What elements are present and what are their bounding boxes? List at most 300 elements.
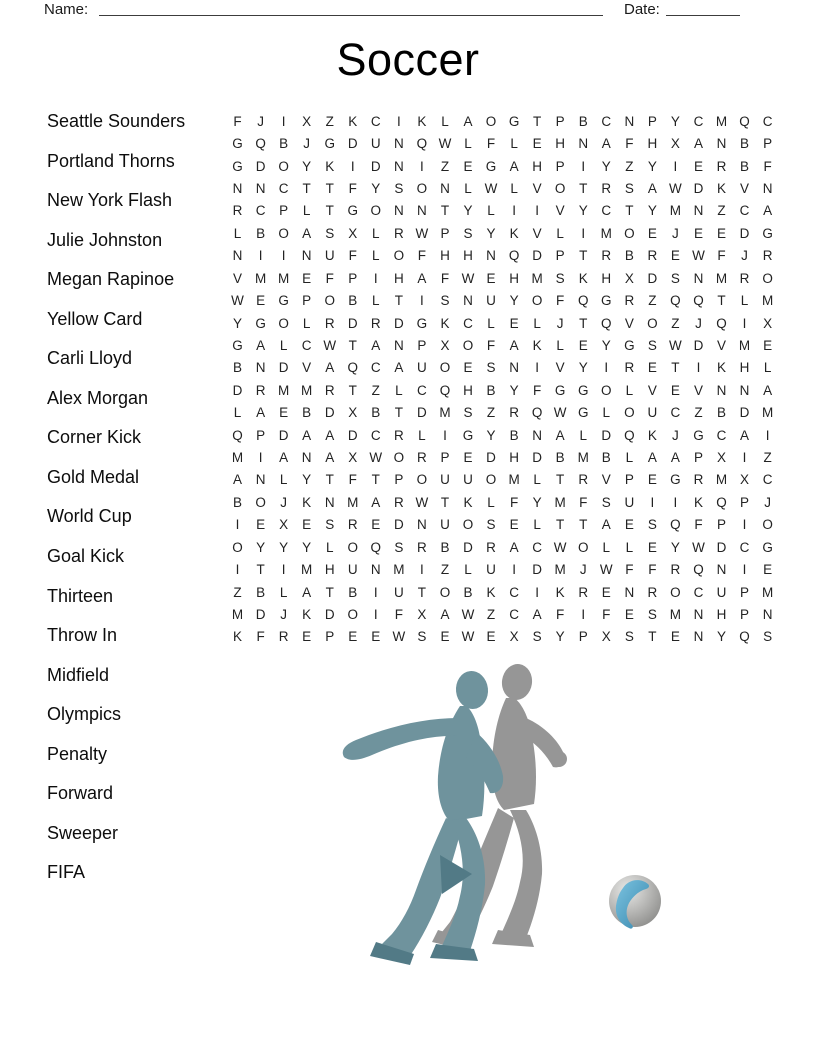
word-list-item: FIFA	[47, 862, 86, 883]
grid-letter: Y	[463, 203, 473, 219]
grid-letter: D	[393, 315, 404, 331]
grid-letter: M	[715, 472, 728, 488]
grid-letter: I	[742, 517, 747, 533]
grid-letter: H	[509, 270, 519, 286]
grid-letter: J	[303, 136, 311, 152]
grid-letter: W	[484, 180, 498, 196]
grid-letter: W	[392, 629, 406, 645]
grid-letter: E	[302, 517, 312, 533]
grid-letter: N	[532, 427, 542, 443]
grid-letter: F	[486, 136, 496, 152]
grid-letter: R	[393, 225, 404, 241]
grid-letter: G	[670, 472, 681, 488]
grid-letter: O	[670, 584, 681, 600]
grid-letter: Y	[578, 360, 588, 376]
grid-letter: P	[624, 472, 634, 488]
grid-letter: S	[463, 225, 473, 241]
word-list-item: Yellow Card	[47, 308, 143, 329]
grid-letter: E	[371, 517, 381, 533]
grid-letter: R	[417, 450, 427, 466]
grid-letter: O	[416, 472, 428, 488]
grid-letter: C	[716, 427, 727, 443]
grid-letter: H	[463, 382, 473, 398]
grid-letter: Y	[302, 472, 312, 488]
grid-letter: O	[278, 315, 289, 331]
grid-letter: Z	[486, 405, 496, 421]
grid-letter: Y	[670, 113, 680, 129]
grid-letter: I	[535, 203, 540, 219]
grid-letter: F	[625, 136, 634, 152]
grid-letter: V	[740, 180, 750, 196]
grid-letter: M	[669, 606, 682, 622]
grid-letter: W	[553, 405, 567, 421]
grid-letter: I	[535, 360, 540, 376]
grid-letter: C	[370, 427, 381, 443]
grid-letter: N	[232, 248, 243, 264]
grid-letter: W	[461, 629, 475, 645]
grid-letter: Q	[601, 315, 612, 331]
grid-letter: X	[417, 606, 427, 622]
grid-letter: H	[532, 158, 542, 174]
grid-letter: M	[761, 405, 774, 421]
grid-letter: L	[372, 248, 380, 264]
grid-letter: Y	[302, 539, 312, 555]
grid-letter: E	[670, 248, 680, 264]
grid-letter: R	[255, 382, 266, 398]
grid-letter: C	[509, 584, 519, 600]
grid-letter: M	[439, 405, 451, 421]
grid-letter: K	[302, 494, 312, 510]
grid-letter: W	[438, 136, 452, 152]
grid-letter: I	[420, 158, 424, 174]
grid-letter: B	[509, 427, 519, 443]
grid-letter: O	[531, 293, 543, 309]
grid-letter: Y	[601, 158, 611, 174]
grid-letter: M	[554, 562, 566, 578]
grid-letter: D	[393, 517, 404, 533]
grid-letter: B	[717, 405, 727, 421]
grid-letter: D	[324, 606, 335, 622]
name-label: Name:	[44, 1, 89, 18]
grid-letter: T	[579, 517, 588, 533]
grid-letter: P	[555, 113, 565, 129]
grid-letter: I	[581, 158, 586, 174]
grid-letter: V	[233, 270, 243, 286]
grid-letter: I	[373, 270, 378, 286]
grid-letter: E	[463, 158, 473, 174]
grid-letter: P	[763, 136, 773, 152]
letter-grid	[226, 110, 779, 648]
word-list-item: Goal Kick	[47, 546, 125, 567]
grid-letter: A	[325, 450, 335, 466]
grid-letter: S	[647, 337, 657, 353]
grid-letter: Y	[647, 158, 657, 174]
grid-letter: I	[420, 562, 424, 578]
grid-letter: Q	[693, 562, 704, 578]
grid-letter: G	[255, 315, 266, 331]
grid-letter: G	[693, 427, 704, 443]
grid-letter: O	[601, 382, 612, 398]
grid-letter: M	[231, 450, 244, 466]
grid-letter: N	[762, 180, 773, 196]
grid-letter: W	[231, 293, 244, 309]
grid-letter: I	[373, 606, 378, 622]
grid-letter: C	[601, 113, 612, 129]
grid-letter: Y	[302, 158, 312, 174]
grid-letter: W	[599, 562, 613, 578]
grid-letter: S	[555, 270, 565, 286]
grid-letter: P	[417, 337, 427, 353]
grid-letter: E	[601, 584, 611, 600]
grid-letter: Y	[647, 203, 657, 219]
grid-letter: D	[347, 315, 358, 331]
grid-letter: J	[556, 315, 564, 331]
grid-letter: A	[763, 382, 773, 398]
grid-letter: L	[533, 472, 541, 488]
grid-letter: P	[740, 494, 750, 510]
grid-letter: L	[372, 293, 380, 309]
grid-letter: D	[532, 248, 542, 264]
grid-letter: T	[417, 584, 427, 600]
grid-letter: I	[258, 248, 263, 264]
grid-letter: L	[533, 517, 541, 533]
grid-letter: M	[277, 382, 290, 398]
grid-letter: F	[763, 158, 772, 174]
grid-letter: P	[740, 606, 750, 622]
grid-letter: R	[486, 539, 496, 555]
grid-letter: R	[278, 629, 289, 645]
grid-letter: A	[233, 472, 243, 488]
grid-letter: P	[440, 225, 450, 241]
grid-letter: B	[371, 405, 381, 421]
grid-letter: D	[417, 405, 427, 421]
grid-letter: U	[324, 248, 335, 264]
grid-letter: B	[233, 360, 243, 376]
grid-letter: X	[440, 337, 450, 353]
word-list-item: Megan Rapinoe	[47, 269, 175, 290]
date-fill-in-line[interactable]	[666, 0, 740, 16]
grid-letter: G	[232, 136, 243, 152]
grid-letter: P	[555, 158, 565, 174]
word-list-item: Carli Lloyd	[47, 348, 133, 369]
grid-letter: K	[486, 584, 496, 600]
grid-letter: S	[463, 405, 473, 421]
grid-letter: B	[348, 293, 358, 309]
grid-letter: W	[669, 180, 682, 196]
grid-letter: X	[740, 472, 750, 488]
grid-letter: E	[532, 136, 542, 152]
grid-letter: T	[440, 203, 450, 219]
name-fill-in-line[interactable]	[99, 0, 603, 16]
grid-letter: H	[555, 136, 566, 152]
grid-letter: X	[763, 315, 773, 331]
grid-letter: N	[693, 270, 704, 286]
grid-letter: V	[302, 360, 312, 376]
grid-letter: X	[670, 136, 680, 152]
grid-letter: A	[693, 136, 703, 152]
grid-letter: O	[439, 584, 451, 600]
grid-letter: E	[624, 606, 634, 622]
grid-letter: I	[281, 113, 286, 129]
grid-letter: L	[533, 315, 541, 331]
grid-letter: N	[232, 180, 243, 196]
grid-letter: D	[693, 180, 704, 196]
grid-letter: O	[485, 472, 497, 488]
grid-letter: L	[625, 382, 634, 398]
grid-letter: T	[717, 293, 726, 309]
grid-letter: L	[441, 113, 449, 129]
grid-letter: C	[301, 337, 312, 353]
grid-letter: J	[741, 248, 748, 264]
grid-letter: O	[278, 225, 289, 241]
grid-letter: U	[486, 562, 496, 578]
grid-letter: U	[440, 472, 450, 488]
grid-letter: C	[739, 203, 750, 219]
grid-letter: M	[347, 494, 359, 510]
grid-letter: N	[509, 360, 519, 376]
grid-letter: E	[486, 629, 496, 645]
grid-letter: X	[624, 270, 634, 286]
grid-letter: L	[625, 450, 634, 466]
word-list-item: Gold Medal	[47, 466, 140, 487]
grid-letter: L	[487, 494, 495, 510]
grid-letter: A	[325, 427, 335, 443]
grid-letter: A	[279, 450, 289, 466]
grid-letter: L	[418, 427, 426, 443]
grid-letter: O	[624, 405, 635, 421]
grid-letter: N	[393, 203, 404, 219]
grid-letter: M	[301, 562, 313, 578]
grid-letter: Y	[532, 494, 542, 510]
grid-letter: F	[348, 180, 357, 196]
grid-letter: R	[762, 248, 773, 264]
grid-letter: L	[233, 225, 242, 241]
grid-letter: A	[302, 427, 312, 443]
grid-letter: U	[463, 472, 473, 488]
grid-letter: U	[393, 584, 404, 600]
grid-letter: S	[624, 180, 634, 196]
grid-letter: N	[693, 203, 704, 219]
grid-letter: C	[762, 472, 773, 488]
grid-letter: L	[625, 539, 634, 555]
grid-letter: F	[717, 248, 726, 264]
grid-letter: O	[554, 180, 566, 196]
grid-letter: G	[416, 315, 428, 331]
grid-letter: G	[624, 337, 635, 353]
grid-letter: F	[556, 293, 565, 309]
grid-letter: Q	[255, 136, 266, 152]
grid-letter: P	[555, 248, 565, 264]
grid-letter: E	[763, 562, 773, 578]
word-list-item: Corner Kick	[47, 427, 142, 448]
grid-letter: A	[371, 494, 381, 510]
grid-letter: K	[463, 494, 473, 510]
grid-letter: I	[581, 225, 586, 241]
grid-letter: J	[280, 494, 287, 510]
grid-letter: E	[256, 517, 266, 533]
grid-letter: K	[440, 315, 450, 331]
grid-letter: C	[693, 113, 704, 129]
grid-letter: Y	[578, 203, 588, 219]
grid-letter: Z	[440, 158, 450, 174]
grid-letter: A	[509, 158, 519, 174]
grid-letter: Q	[739, 629, 750, 645]
grid-letter: Q	[716, 315, 727, 331]
grid-letter: T	[394, 405, 403, 421]
grid-letter: R	[393, 494, 404, 510]
grid-letter: P	[440, 450, 450, 466]
grid-letter: M	[761, 584, 774, 600]
word-list-item: Julie Johnston	[47, 229, 163, 250]
grid-letter: Z	[648, 293, 657, 309]
grid-letter: I	[673, 158, 678, 174]
grid-letter: W	[553, 539, 567, 555]
grid-letter: Q	[347, 360, 359, 376]
grid-letter: D	[739, 225, 750, 241]
word-list	[47, 102, 185, 893]
grid-letter: J	[695, 315, 702, 331]
grid-letter: L	[487, 203, 495, 219]
soccer-players-illustration	[330, 660, 680, 970]
grid-letter: M	[761, 293, 774, 309]
grid-letter: Q	[370, 539, 382, 555]
grid-letter: L	[556, 225, 564, 241]
grid-letter: N	[417, 517, 427, 533]
grid-letter: B	[624, 248, 634, 264]
grid-letter: C	[601, 203, 612, 219]
grid-letter: Z	[671, 315, 680, 331]
grid-letter: O	[393, 248, 405, 264]
grid-letter: W	[461, 606, 475, 622]
grid-letter: C	[509, 606, 519, 622]
grid-letter: K	[348, 113, 358, 129]
grid-letter: V	[532, 180, 542, 196]
grid-letter: Y	[233, 315, 243, 331]
grid-letter: R	[417, 539, 427, 555]
grid-letter: D	[647, 270, 658, 286]
grid-letter: B	[601, 450, 611, 466]
word-list-item: Thirteen	[47, 585, 114, 606]
grid-letter: Q	[577, 293, 589, 309]
grid-letter: A	[509, 539, 519, 555]
grid-letter: A	[463, 113, 473, 129]
word-list-item: Seattle Sounders	[47, 111, 186, 131]
grid-letter: E	[440, 629, 450, 645]
grid-letter: H	[509, 450, 519, 466]
grid-letter: U	[347, 562, 358, 578]
grid-letter: Q	[439, 382, 451, 398]
grid-letter: A	[647, 450, 657, 466]
grid-letter: I	[512, 203, 516, 219]
grid-letter: L	[233, 405, 242, 421]
grid-letter: A	[440, 606, 450, 622]
grid-letter: T	[302, 180, 311, 196]
grid-letter: F	[625, 562, 634, 578]
grid-letter: G	[762, 225, 773, 241]
grid-letter: O	[624, 225, 635, 241]
grid-letter: E	[647, 539, 657, 555]
grid-letter: L	[279, 584, 288, 600]
grid-letter: K	[717, 360, 727, 376]
grid-letter: D	[278, 360, 289, 376]
grid-letter: O	[347, 606, 359, 622]
grid-letter: A	[417, 270, 427, 286]
grid-letter: C	[255, 203, 266, 219]
grid-letter: K	[578, 270, 588, 286]
grid-letter: I	[673, 494, 678, 510]
grid-letter: O	[278, 158, 289, 174]
grid-letter: I	[396, 113, 401, 129]
grid-letter: I	[742, 450, 747, 466]
grid-letter: Z	[625, 158, 634, 174]
grid-letter: S	[647, 517, 657, 533]
grid-letter: F	[417, 248, 427, 264]
grid-letter: T	[348, 382, 357, 398]
grid-letter: A	[509, 337, 519, 353]
grid-letter: X	[348, 225, 358, 241]
grid-letter: H	[393, 270, 404, 286]
grid-letter: A	[555, 427, 565, 443]
grid-letter: M	[254, 270, 267, 286]
grid-letter: F	[256, 629, 265, 645]
grid-letter: F	[233, 113, 242, 129]
grid-letter: Q	[670, 517, 681, 533]
grid-letter: I	[512, 562, 516, 578]
grid-letter: S	[394, 180, 404, 196]
grid-letter: T	[648, 629, 657, 645]
grid-letter: A	[302, 225, 312, 241]
grid-letter: W	[669, 337, 682, 353]
grid-letter: O	[762, 270, 773, 286]
grid-letter: D	[739, 405, 750, 421]
grid-letter: N	[716, 382, 727, 398]
grid-letter: Q	[739, 113, 750, 129]
grid-letter: C	[417, 382, 427, 398]
grid-letter: B	[279, 136, 289, 152]
grid-letter: S	[325, 225, 335, 241]
grid-letter: S	[394, 539, 404, 555]
grid-letter: B	[740, 158, 750, 174]
grid-letter: K	[693, 494, 703, 510]
page-title: Soccer	[336, 34, 480, 85]
grid-letter: N	[255, 180, 266, 196]
grid-letter: P	[279, 203, 289, 219]
grid-letter: D	[463, 539, 473, 555]
grid-letter: D	[347, 136, 358, 152]
grid-letter: E	[670, 629, 680, 645]
grid-letter: C	[370, 360, 381, 376]
grid-letter: G	[762, 539, 773, 555]
grid-letter: S	[532, 629, 542, 645]
grid-letter: S	[670, 270, 680, 286]
word-list-item: Sweeper	[47, 822, 119, 843]
grid-letter: L	[464, 180, 472, 196]
grid-letter: L	[302, 203, 311, 219]
grid-letter: U	[417, 360, 427, 376]
grid-letter: M	[554, 494, 566, 510]
grid-letter: Z	[763, 450, 772, 466]
grid-letter: G	[508, 113, 520, 129]
grid-letter: M	[738, 337, 751, 353]
grid-letter: L	[510, 136, 518, 152]
grid-letter: N	[255, 360, 266, 376]
grid-letter: E	[302, 270, 312, 286]
grid-letter: R	[324, 382, 335, 398]
grid-letter: T	[325, 180, 334, 196]
grid-letter: B	[740, 136, 750, 152]
grid-letter: K	[509, 225, 519, 241]
player-front-silhouette	[343, 669, 503, 965]
